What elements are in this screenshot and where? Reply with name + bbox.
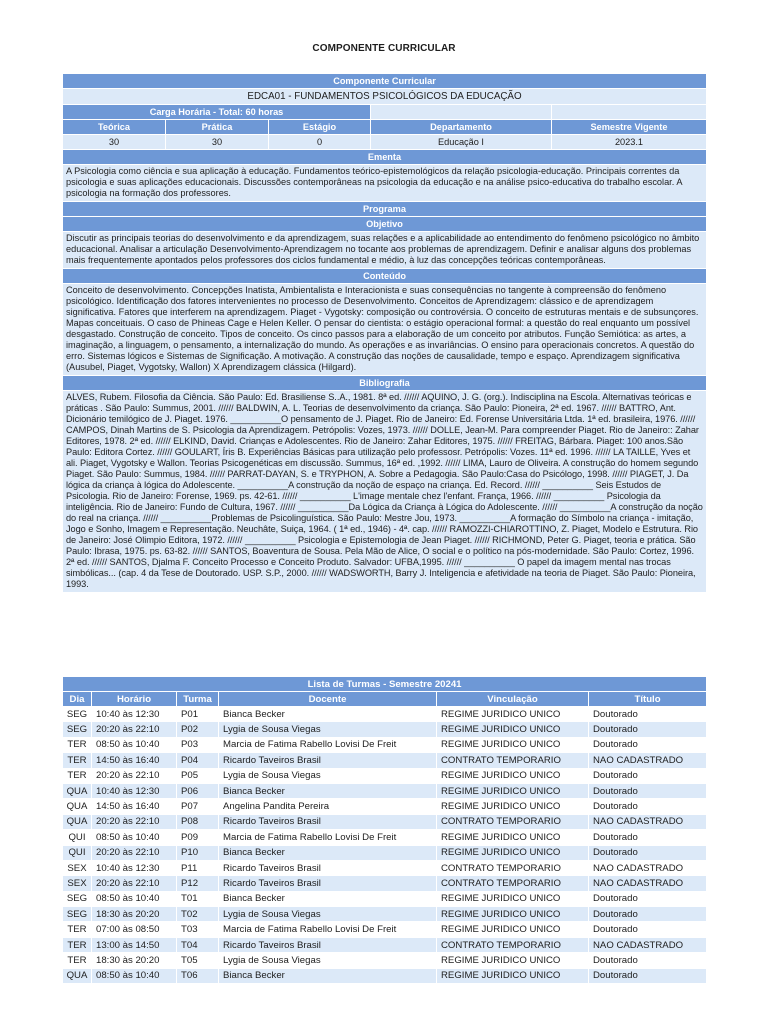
estagio-value: 0 <box>269 135 371 150</box>
bibliografia-header: Bibliografia <box>63 376 707 391</box>
programa-header: Programa <box>63 202 707 217</box>
titulo-cell: Doutorado <box>589 830 707 845</box>
table-row <box>63 768 707 783</box>
table-row <box>63 876 707 891</box>
col-horario: Horário <box>92 692 177 707</box>
horario-cell: 13:00 às 14:50 <box>92 937 177 952</box>
titulo-cell: NAO CADASTRADO <box>589 814 707 829</box>
titulo-cell: Doutorado <box>589 845 707 860</box>
dia-cell: QUI <box>63 845 92 860</box>
docente-cell: Lygia de Sousa Viegas <box>219 722 437 737</box>
dia-cell: TER <box>63 937 92 952</box>
docente-cell: Bianca Becker <box>219 968 437 983</box>
table-row <box>63 907 707 922</box>
col-pratica: Prática <box>166 120 269 135</box>
table-row <box>63 722 707 737</box>
horario-cell: 20:20 às 22:10 <box>92 845 177 860</box>
docente-cell: Bianca Becker <box>219 783 437 798</box>
col-dia: Dia <box>63 692 92 707</box>
titulo-cell: Doutorado <box>589 968 707 983</box>
turma-cell: T01 <box>177 891 219 906</box>
titulo-cell: Doutorado <box>589 907 707 922</box>
dia-cell: QUA <box>63 968 92 983</box>
turma-cell: P11 <box>177 860 219 875</box>
turma-cell: P12 <box>177 876 219 891</box>
table-row <box>63 968 707 983</box>
dia-cell: QUI <box>63 830 92 845</box>
carga-horaria-header: Carga Horária - Total: 60 horas <box>63 105 371 120</box>
vinculacao-cell: REGIME JURIDICO UNICO <box>437 768 589 783</box>
turmas-table <box>62 676 707 984</box>
docente-cell: Bianca Becker <box>219 891 437 906</box>
vinculacao-cell: REGIME JURIDICO UNICO <box>437 907 589 922</box>
vinculacao-cell: CONTRATO TEMPORARIO <box>437 860 589 875</box>
horario-cell: 10:40 às 12:30 <box>92 860 177 875</box>
table-row <box>63 891 707 906</box>
docente-cell: Marcia de Fatima Rabello Lovisi De Freit <box>219 922 437 937</box>
titulo-cell: Doutorado <box>589 922 707 937</box>
turma-cell: P02 <box>177 722 219 737</box>
titulo-cell: Doutorado <box>589 768 707 783</box>
ementa-header: Ementa <box>63 150 707 165</box>
titulo-cell: Doutorado <box>589 953 707 968</box>
vinculacao-cell: REGIME JURIDICO UNICO <box>437 737 589 752</box>
table-row <box>63 922 707 937</box>
conteudo-header: Conteúdo <box>63 269 707 284</box>
titulo-cell: Doutorado <box>589 737 707 752</box>
col-turma: Turma <box>177 692 219 707</box>
titulo-cell: NAO CADASTRADO <box>589 876 707 891</box>
docente-cell: Lygia de Sousa Viegas <box>219 907 437 922</box>
turma-cell: P06 <box>177 783 219 798</box>
vinculacao-cell: REGIME JURIDICO UNICO <box>437 722 589 737</box>
turma-cell: P04 <box>177 753 219 768</box>
teorica-value: 30 <box>63 135 166 150</box>
objetivo-header: Objetivo <box>63 217 707 232</box>
departamento-value: Educação I <box>371 135 552 150</box>
docente-cell: Ricardo Taveiros Brasil <box>219 860 437 875</box>
dia-cell: QUA <box>63 814 92 829</box>
turma-cell: T05 <box>177 953 219 968</box>
col-titulo: Título <box>589 692 707 707</box>
table-row <box>63 830 707 845</box>
titulo-cell: Doutorado <box>589 707 707 722</box>
table-row <box>63 799 707 814</box>
titulo-cell: NAO CADASTRADO <box>589 937 707 952</box>
table-row <box>63 845 707 860</box>
titulo-cell: NAO CADASTRADO <box>589 860 707 875</box>
table-row <box>63 860 707 875</box>
horario-cell: 08:50 às 10:40 <box>92 968 177 983</box>
docente-cell: Angelina Pandita Pereira <box>219 799 437 814</box>
dia-cell: SEX <box>63 860 92 875</box>
docente-cell: Bianca Becker <box>219 845 437 860</box>
vinculacao-cell: CONTRATO TEMPORARIO <box>437 876 589 891</box>
dia-cell: TER <box>63 953 92 968</box>
page-title: COMPONENTE CURRICULAR <box>312 43 456 54</box>
componente-nome: EDCA01 - FUNDAMENTOS PSICOLÓGICOS DA EDUCAÇÃO <box>63 89 707 105</box>
dia-cell: QUA <box>63 799 92 814</box>
vinculacao-cell: REGIME JURIDICO UNICO <box>437 707 589 722</box>
bibliografia-text: ALVES, Rubem. Filosofia da Ciência. São Paulo: Ed. Brasiliense S..A., 1981. 8ª ed. ////// AQUINO, J. G. (org.). Indisciplina na Escola. Alternativas teóricas e práticas . São Paulo: Summus, 2001. ////// BALDWIN, A. L. Teorias de desenvolvimento da criança. São Paulo: Pioneira, 2ª ed. 1967. ////// BATTRO, Ant. Dicionário temilógico de J. Piaget. 1976. __________O pensamento de J. Piaget. Rio de Janeiro: Ed. Forense Universitária Ltda. 1ª ed. brasileira, 1976. ////// CAMPOS, Dinah Martins de S. Psicologia da Aprendizagem. Petrópolis: Vozes, 1973. ////// DOLLE, Jean-M. Para compreender Piaget. Rio de Janeiro:: Zahar Editores, 1978. 2ª ed. ////// ELKIND, David. Crianças e Adolescentes. Rio de Janeiro: Zahar Editores, 1975. ////// FREITAG, Bárbara. Piaget: 100 anos.São Paulo: Editora Cortez. ////// GOULART, Íris B. Experiências Básicas para utilização pelo professosr. Petrópolis: Vozes. 11ª ed. 1996. ////// LA TAILLE, Yves et ali. Piaget, Vygotsky e Wallon. Teorias Psicogenéticas em discussão. Summus, 16ª ed. ,1992. ////// LIMA, Lauro de Oliveira. A construção do homem segundo Piaget. São Paulo: Summus, 1984. ////// PARRAT-DAYAN, S. e TRYPHON, A. Sobre a Pedagogia. São Paulo:Casa do Psicólogo, 1998. ////// PIAGET, J. Da lógica da criança à lógica do Adolescente. __________A construção da noção de espaço na criança. Ed. Record. ////// __________ Seis Estudos de Psicologia. Rio de Janeiro: Forense, 1969. ps. 42-61. ////// __________ L'image mentale chez l'enfant. França, 1966. ////// __________ Psicologia da inteligência. Rio de Janeiro: Fundo de Cultura, 1967. ////// __________Da Lógica da Criança à Lógica do Adolescente. ////// __________A construção da noção do real na criança. ////// __________Problemas de Psicolinguística. São Paulo: Mestre Jou, 1973. __________A formação do Símbolo na criança - imitação, Jogo e Sonho, Imagem e Representação. Neuchâte, Suiça, 1964. ( 1ª ed., 1946) - 4ª. cap. ////// RAMOZZI-CHIAROTTINO, Z. Piaget, Modelo e Estrutura. Rio de Janeiro: José Olimpio Editora, 1972. ////// __________ Psicologia e Epistemologia de Jean Piaget. ////// RICHMOND, Peter G. Piaget, teoria e prática. São Paulo: Ibrasa, 1975. ps. 63-82. ////// SANTOS, Boaventura de Sousa. Pela Mão de Alice, O social e o político na pós-modernidade. São Paulo: Cortez, 1996. 2ª ed. ////// SANTOS, Djalma F. Conceito Processo e Conceito Produto. Salvador: UFBA,1995. ////// __________ O papel da imagem mental nas trocas simbólicas... (cap. 4 da Tese de Doutorado. USP. S.P., 2000. ////// WADSWORTH, Barry J. Inteligencia e afetividade na teoria de Piaget. São Paulo: Pioneira, 1993. <box>63 391 707 593</box>
col-docente: Docente <box>219 692 437 707</box>
horario-cell: 07:00 às 08:50 <box>92 922 177 937</box>
docente-cell: Ricardo Taveiros Brasil <box>219 937 437 952</box>
vinculacao-cell: REGIME JURIDICO UNICO <box>437 799 589 814</box>
titulo-cell: Doutorado <box>589 722 707 737</box>
docente-cell: Ricardo Taveiros Brasil <box>219 753 437 768</box>
vinculacao-cell: REGIME JURIDICO UNICO <box>437 891 589 906</box>
turma-cell: P09 <box>177 830 219 845</box>
horario-cell: 14:50 às 16:40 <box>92 799 177 814</box>
docente-cell: Lygia de Sousa Viegas <box>219 953 437 968</box>
col-vinculacao: Vinculação <box>437 692 589 707</box>
table-row <box>63 753 707 768</box>
dia-cell: TER <box>63 768 92 783</box>
turmas-header: Lista de Turmas - Semestre 20241 <box>63 677 707 692</box>
turma-cell: P05 <box>177 768 219 783</box>
horario-cell: 20:20 às 22:10 <box>92 814 177 829</box>
objetivo-text: Discutir as principais teorias do desenvolvimento e da aprendizagem, suas relações e a aplicabilidade ao entendimento do fenômeno psicológico no âmbito educacional. Analisar a articulação Desenvolvimento-Aprendizagem no tocante aos problemas de aprendizagem. Definir e analisar alguns dos problemas mais frequentemente apontados pelos professores dos ciclos fundamental e médio, à luz das concepções teóricas contemporâneas. <box>63 232 707 269</box>
vinculacao-cell: REGIME JURIDICO UNICO <box>437 783 589 798</box>
table-row <box>63 814 707 829</box>
table-row <box>63 953 707 968</box>
titulo-cell: Doutorado <box>589 891 707 906</box>
docente-cell: Bianca Becker <box>219 707 437 722</box>
vinculacao-cell: CONTRATO TEMPORARIO <box>437 814 589 829</box>
turma-cell: P03 <box>177 737 219 752</box>
componente-header: Componente Curricular <box>63 74 707 89</box>
docente-cell: Ricardo Taveiros Brasil <box>219 814 437 829</box>
col-teorica: Teórica <box>63 120 166 135</box>
pratica-value: 30 <box>166 135 269 150</box>
col-estagio: Estágio <box>269 120 371 135</box>
dia-cell: SEG <box>63 707 92 722</box>
col-semestre: Semestre Vigente <box>552 120 707 135</box>
titulo-cell: NAO CADASTRADO <box>589 753 707 768</box>
docente-cell: Lygia de Sousa Viegas <box>219 768 437 783</box>
horario-cell: 14:50 às 16:40 <box>92 753 177 768</box>
table-row <box>63 737 707 752</box>
dia-cell: TER <box>63 737 92 752</box>
horario-cell: 08:50 às 10:40 <box>92 737 177 752</box>
blank-cell <box>552 105 707 120</box>
semestre-value: 2023.1 <box>552 135 707 150</box>
horario-cell: 10:40 às 12:30 <box>92 783 177 798</box>
titulo-cell: Doutorado <box>589 783 707 798</box>
turma-cell: T04 <box>177 937 219 952</box>
vinculacao-cell: REGIME JURIDICO UNICO <box>437 968 589 983</box>
docente-cell: Ricardo Taveiros Brasil <box>219 876 437 891</box>
horario-cell: 20:20 às 22:10 <box>92 768 177 783</box>
componente-curricular-panel <box>62 73 706 593</box>
vinculacao-cell: CONTRATO TEMPORARIO <box>437 753 589 768</box>
vinculacao-cell: CONTRATO TEMPORARIO <box>437 937 589 952</box>
table-row <box>63 707 707 722</box>
docente-cell: Marcia de Fatima Rabello Lovisi De Freit <box>219 737 437 752</box>
table-row <box>63 937 707 952</box>
ementa-text: A Psicologia como ciência e sua aplicação à educação. Fundamentos teórico-epistemológicos da relação psicologia-educação. Principais correntes da psicologia e suas aplicações educacionais. Discussões contemporâneas na psicologia da educação e na análise psico-educativa do trabalho escolar. A psicologia na formação dos professores. <box>63 165 707 202</box>
horario-cell: 20:20 às 22:10 <box>92 722 177 737</box>
dia-cell: SEG <box>63 891 92 906</box>
horario-cell: 10:40 às 12:30 <box>92 707 177 722</box>
dia-cell: SEX <box>63 876 92 891</box>
turma-cell: P01 <box>177 707 219 722</box>
turma-cell: T03 <box>177 922 219 937</box>
turma-cell: T06 <box>177 968 219 983</box>
titulo-cell: Doutorado <box>589 799 707 814</box>
table-row <box>63 783 707 798</box>
dia-cell: SEG <box>63 722 92 737</box>
dia-cell: TER <box>63 753 92 768</box>
blank-cell <box>371 105 552 120</box>
dia-cell: SEG <box>63 907 92 922</box>
horario-cell: 08:50 às 10:40 <box>92 891 177 906</box>
vinculacao-cell: REGIME JURIDICO UNICO <box>437 830 589 845</box>
componente-table <box>62 73 707 593</box>
lista-turmas-panel <box>62 676 706 984</box>
vinculacao-cell: REGIME JURIDICO UNICO <box>437 953 589 968</box>
vinculacao-cell: REGIME JURIDICO UNICO <box>437 922 589 937</box>
docente-cell: Marcia de Fatima Rabello Lovisi De Freit <box>219 830 437 845</box>
horario-cell: 08:50 às 10:40 <box>92 830 177 845</box>
turma-cell: P07 <box>177 799 219 814</box>
turma-cell: T02 <box>177 907 219 922</box>
turma-cell: P10 <box>177 845 219 860</box>
dia-cell: QUA <box>63 783 92 798</box>
turma-cell: P08 <box>177 814 219 829</box>
vinculacao-cell: REGIME JURIDICO UNICO <box>437 845 589 860</box>
horario-cell: 20:20 às 22:10 <box>92 876 177 891</box>
col-departamento: Departamento <box>371 120 552 135</box>
dia-cell: TER <box>63 922 92 937</box>
horario-cell: 18:30 às 20:20 <box>92 953 177 968</box>
conteudo-text: Conceito de desenvolvimento. Concepções Inatista, Ambientalista e Interacionista e suas consequências no tangente à compreensão do fenômeno psicológico. Identificação dos fatores intervenientes no processo de Desenvolvimento. Conceitos de Aprendizagem: clássico e de aprendizagem significativa. Fatores que interferem na aprendizagem. Piaget - Vygotsky: composição ou controvérsia. O conceito de estruturas mentais e de subsunçores. Mapas conceituais. O caso de Phineas Cage e Helen Keller. O pensar do cientista: o estágio operacional formal: a questão do real enquanto um possível desgastado. Construção de conceito. Tipos de conceito. Os cinco passos para a elaboração de um conceito por atributos. Função Semiótica: as artes, a imaginação, a linguagem, o pensamento, a internalização do mundo. As operações e as invariâncias. O ensino para operacionais concretos. A questão do erro. Sistemas lógicos e Sistemas de Significação. A motivação. A construção das noções de causalidade, tempo e espaço. Aprendizagem significativa (Ausubel, Piaget, Vygotsky, Wallon) X Aprendizagem clássica (Hilgard). <box>63 284 707 376</box>
horario-cell: 18:30 às 20:20 <box>92 907 177 922</box>
